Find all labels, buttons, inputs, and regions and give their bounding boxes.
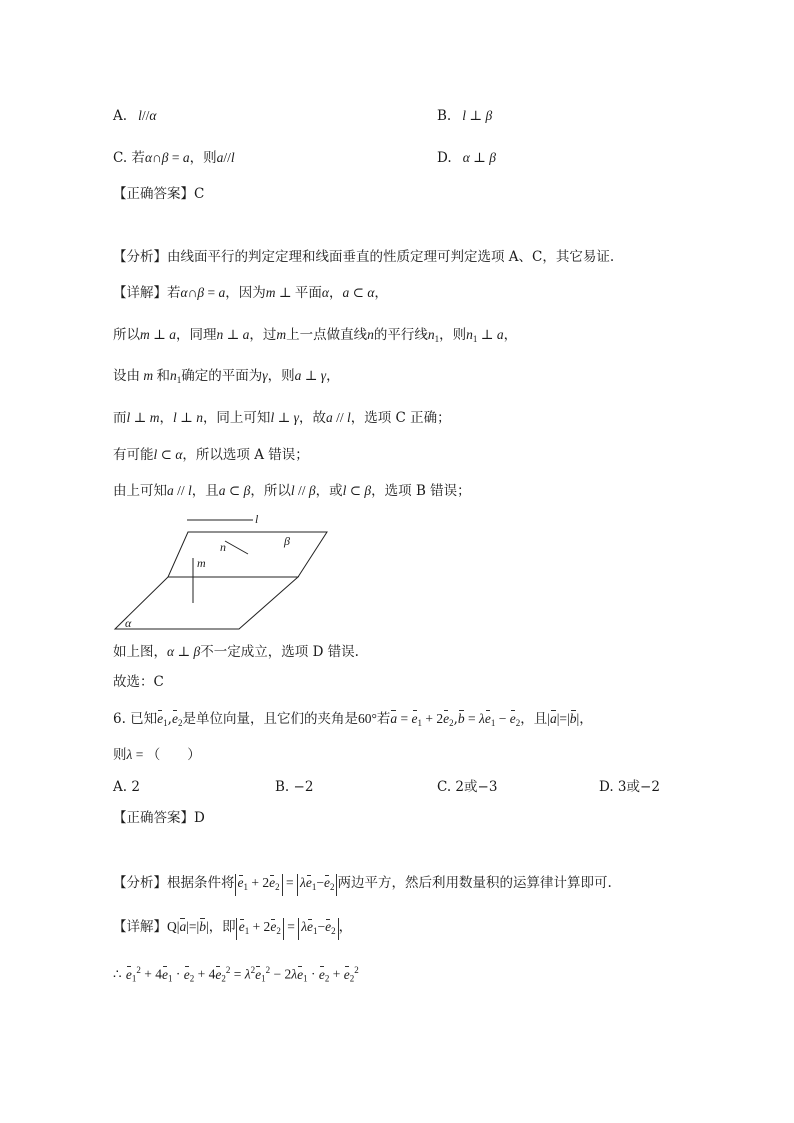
detail-line-2: 所以m ⊥ a，同理n ⊥ a，过m上一点做直线n的平行线$n_1$，则$n_1$ ⊥ a， — [113, 327, 518, 344]
detail-q6-line1: 【详解】Q|a|=|b|，即 $e_1 + 2e_2 = \lambda e_1-e_2$ ， — [113, 917, 352, 940]
option-a: A. l//α — [113, 108, 157, 124]
detail-line-8: 故选：C — [113, 674, 164, 690]
label-l: l — [255, 512, 259, 526]
plane-alpha — [115, 577, 298, 629]
option-label: B. — [437, 108, 452, 124]
detail-line-5: 有可能l ⊂ α，所以选项 A 错误； — [113, 447, 309, 463]
detail-line-7: 如上图，α ⊥ β不一定成立，选项 D 错误. — [113, 644, 359, 660]
geometry-figure — [113, 508, 333, 633]
q6-option-d: D. 3或−2 — [599, 779, 660, 795]
analysis-q5: 【分析】由线面平行的判定定理和线面垂直的性质定理可判定选项 A、C，其它易证. — [113, 249, 615, 265]
q6-option-c: C. 2或−3 — [437, 779, 498, 795]
option-label: D. — [437, 150, 452, 166]
label-n: n — [220, 540, 226, 554]
detail-line-3: 设由 m 和$n_1$确定的平面为γ，则a ⊥ γ， — [113, 368, 340, 385]
plane-beta — [168, 532, 327, 577]
option-b: B. l ⊥ β — [437, 108, 493, 124]
answer-q6: 【正确答案】D — [113, 810, 205, 826]
label-beta: β — [284, 534, 290, 548]
option-d: D. α ⊥ β — [437, 150, 496, 166]
option-label: A. — [113, 108, 128, 124]
q6-option-a: A. 2 — [113, 779, 140, 795]
label-m: m — [197, 556, 206, 570]
q6-stem-line2: 则λ = （ ） — [113, 747, 201, 763]
detail-line-4: 而l ⊥ m，l ⊥ n，同上可知l ⊥ γ，故a // l，选项 C 正确； — [113, 410, 451, 426]
answer-q5: 【正确答案】C — [113, 186, 205, 202]
detail-line-6: 由上可知a // l，且a ⊂ β，所以l // β，或l ⊂ β，选项 B 错误； — [113, 483, 471, 499]
label-alpha: α — [125, 616, 132, 630]
detail-line-1: 【详解】若α∩β = a，因为m ⊥ 平面α，a ⊂ α， — [113, 285, 388, 301]
option-label: C. 若 — [113, 150, 145, 166]
q6-option-b: B. −2 — [275, 779, 314, 795]
analysis-q6: 【分析】根据条件将 $e_1 + 2e_2 = \lambda e_1-e_2$ 两边平方，然后利用数量积的运算律计算即可. — [113, 873, 612, 896]
q6-stem: 6. 已知$e_1,e_2$是单位向量，且它们的夹角是60°若$a = e_1 + 2e_2,b = \lambda e_1 - e_2$，且|a|=|b|， — [113, 711, 593, 728]
line-n — [225, 541, 248, 554]
option-c: C. 若α∩β = a，则a//l — [113, 150, 235, 166]
detail-q6-line2: ∴ $e_1^2 + 4e_1 \cdot e_2 + 4e_2^2 = \lambda^2e_1^2 - 2\lambda e_1 \cdot e_2 + e_2^2$ — [113, 965, 359, 984]
